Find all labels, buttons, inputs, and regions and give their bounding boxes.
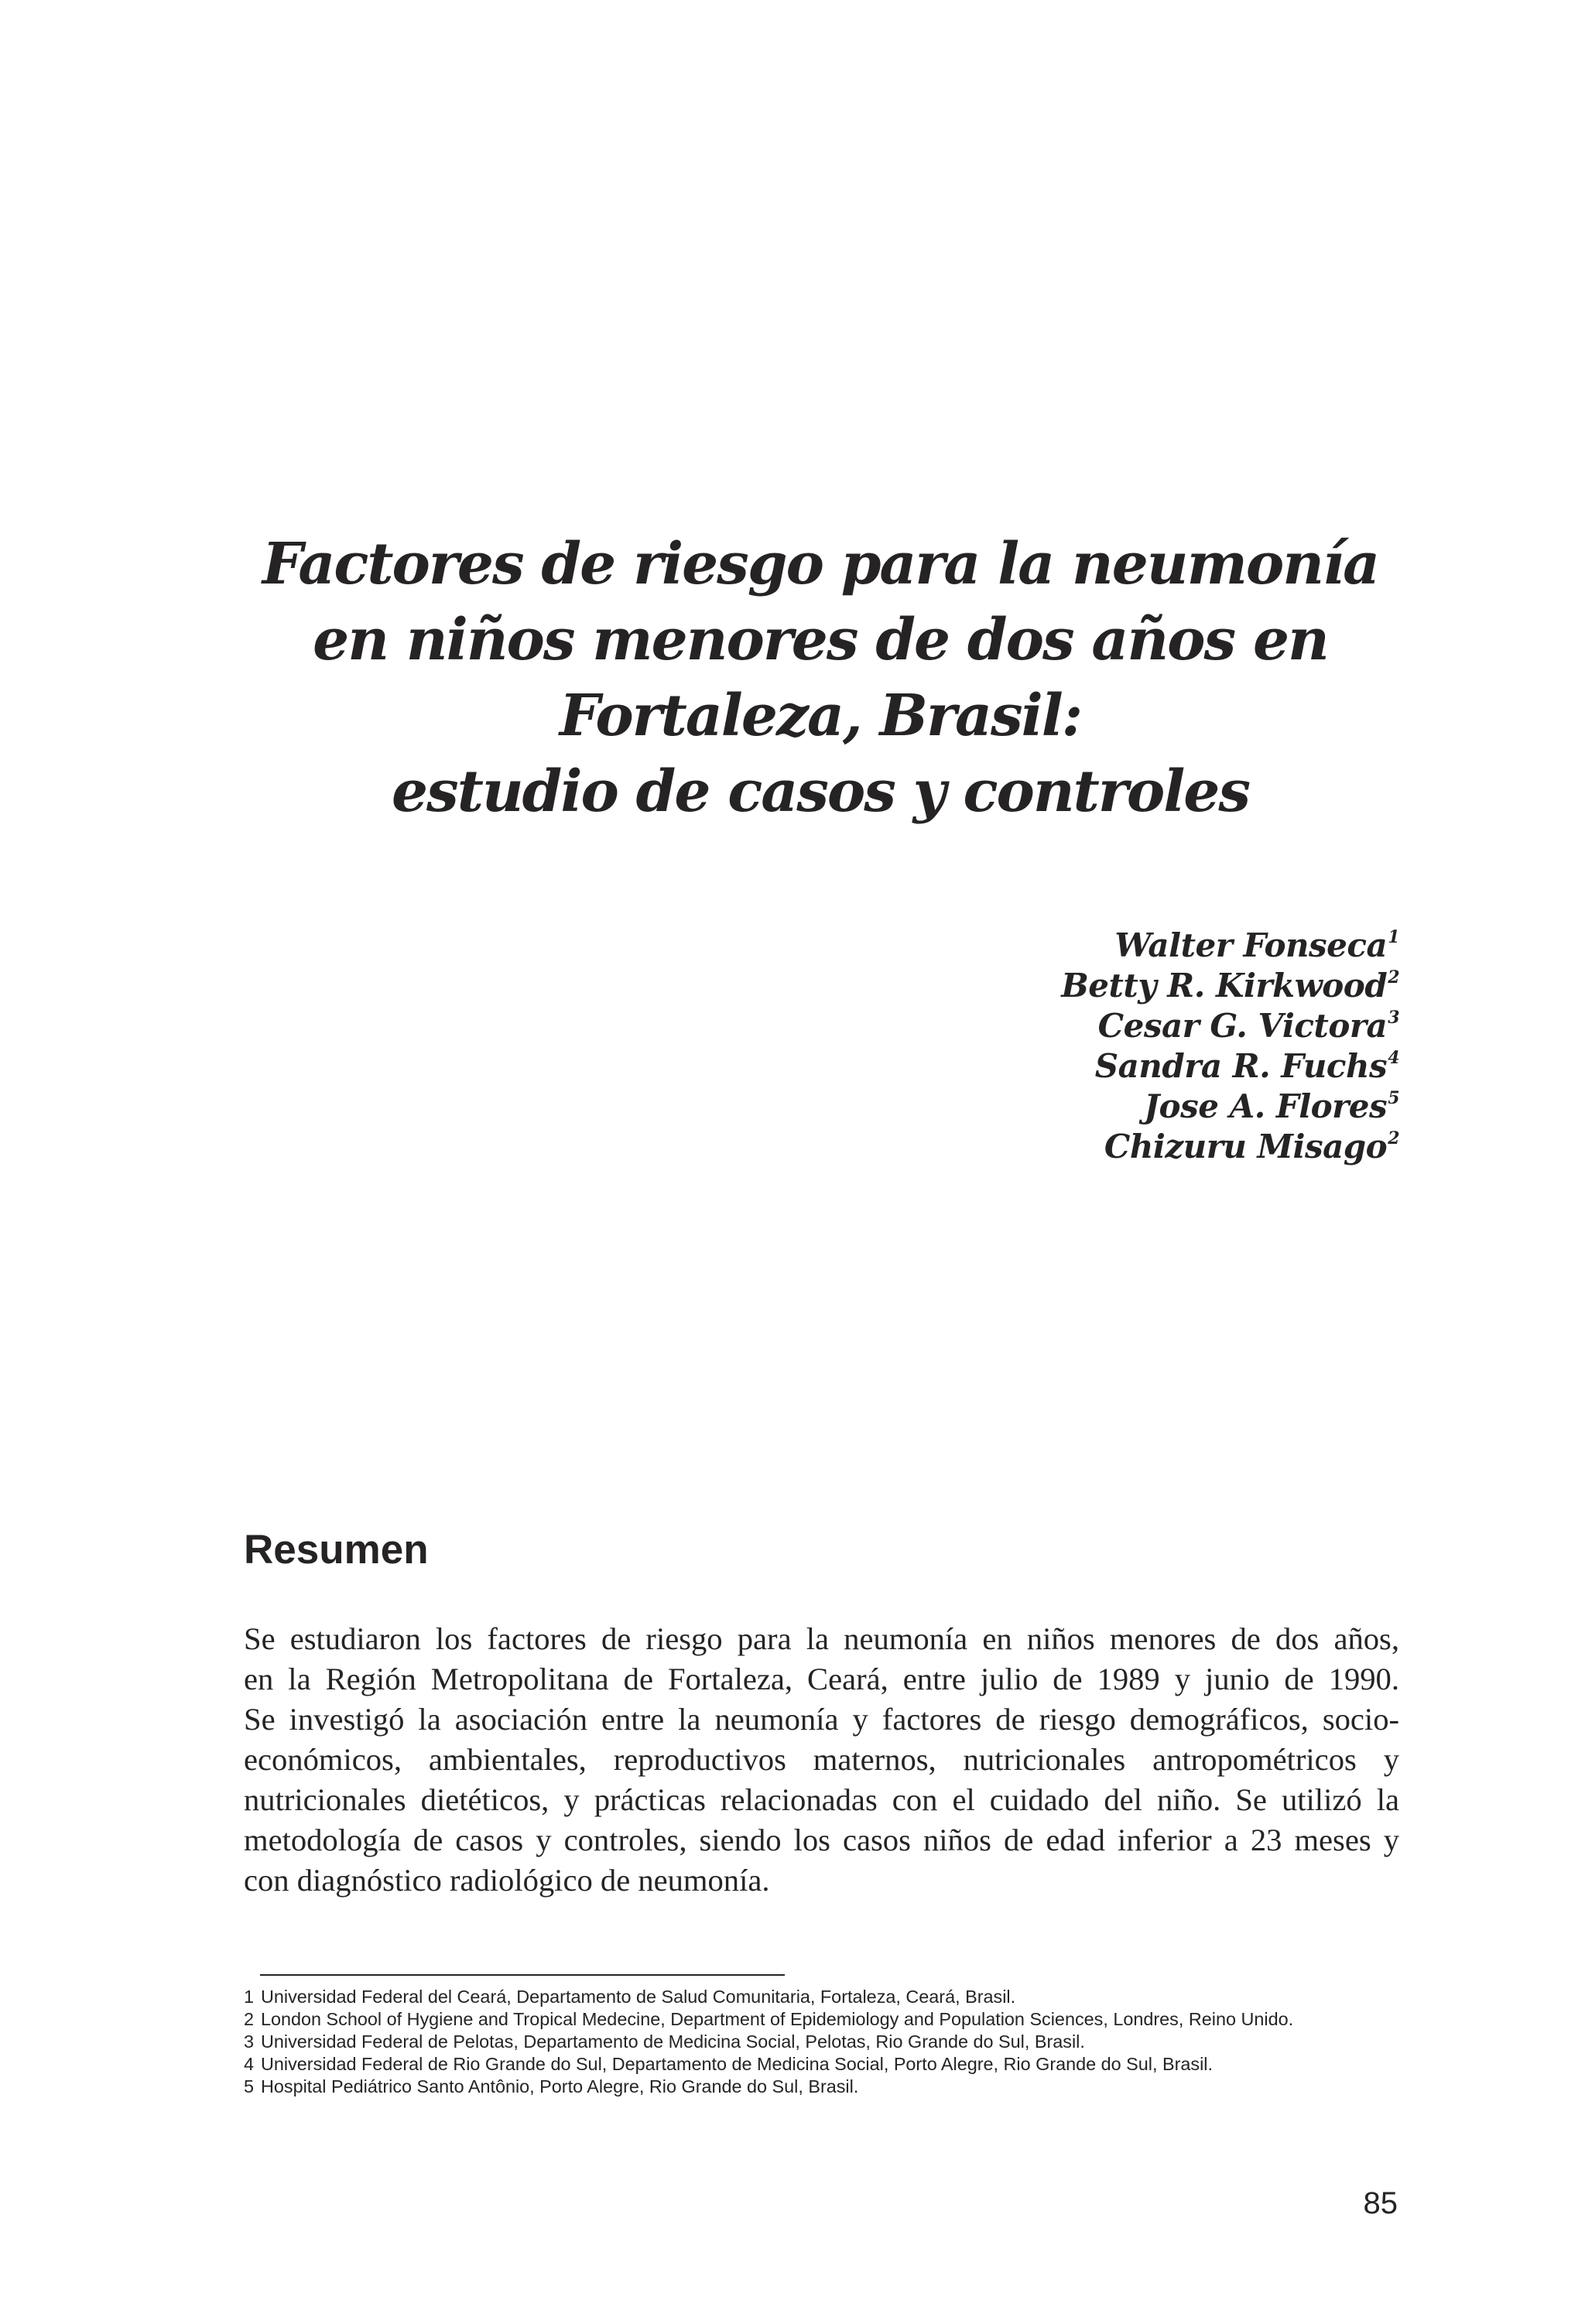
paper-title [232,526,1409,830]
author-name: Chizuru Misago [1104,1128,1388,1165]
footnote-divider [260,1974,785,1976]
title-line: estudio de casos y controles [391,758,1250,825]
author-name: Sandra R. Fuchs [1094,1047,1388,1085]
abstract-line: Se investigó la asociación entre la neumonía y factores de riesgo demográficos, socio- [244,1702,1399,1737]
page-number: 85 [1363,2186,1398,2220]
author-list [703,926,1399,1167]
footnote-text: Hospital Pediátrico Santo Antônio, Porto Alegre, Rio Grande do Sul, Brasil. [261,2076,859,2096]
author-name: Walter Fonseca [1114,926,1388,964]
author-affiliation-marker: 2 [1388,967,1399,987]
footnote [244,2031,1399,2053]
footnote-number: 1 [244,1987,255,2007]
author-entry [703,1087,1399,1127]
footnote [244,2076,1399,2098]
abstract-line: Se estudiaron los factores de riesgo para la neumonía en niños menores de dos años, [244,1621,1399,1656]
author-entry [703,926,1399,966]
footnote [244,2008,1399,2031]
abstract-body [244,1619,1399,1901]
author-name: Jose A. Flores [1144,1087,1388,1125]
title-line: en niños menores de dos años en [313,607,1328,673]
footnote-text: London School of Hygiene and Tropical Medecine, Department of Epidemiology and Population Sciences, Londres, Reino Unido. [261,2009,1294,2029]
footnote-text: Universidad Federal de Pelotas, Departamento de Medicina Social, Pelotas, Rio Grande do Sul, Brasil. [261,2031,1085,2052]
author-entry [703,1006,1399,1046]
abstract-line: en la Región Metropolitana de Fortaleza, Ceará, entre julio de 1989 y junio de 1990. [244,1662,1399,1696]
footnote-number: 3 [244,2031,255,2052]
author-name: Betty R. Kirkwood [1061,967,1388,1005]
author-affiliation-marker: 4 [1388,1048,1399,1068]
author-affiliation-marker: 1 [1388,927,1399,947]
author-entry [703,966,1399,1006]
footnote-number: 5 [244,2076,255,2096]
author-affiliation-marker: 3 [1388,1008,1399,1028]
abstract-line: económicos, ambientales, reproductivos maternos, nutricionales antropométricos y [244,1742,1399,1777]
footnote-number: 4 [244,2054,255,2074]
title-line: Factores de riesgo para la neumonía [262,531,1379,597]
abstract-line: con diagnóstico radiológico de neumonía. [244,1863,770,1898]
footnote-number: 2 [244,2009,255,2029]
author-affiliation-marker: 5 [1388,1088,1399,1108]
abstract-heading: Resumen [244,1527,429,1573]
footnote [244,2053,1399,2076]
author-affiliation-marker: 2 [1388,1128,1399,1148]
author-entry [703,1127,1399,1167]
abstract-line: nutricionales dietéticos, y prácticas relacionadas con el cuidado del niño. Se utilizó la [244,1782,1399,1817]
title-line: Fortaleza, Brasil: [559,683,1082,749]
footnotes [244,1986,1399,2098]
abstract-line: metodología de casos y controles, siendo los casos niños de edad inferior a 23 meses y [244,1823,1399,1857]
footnote-text: Universidad Federal del Ceará, Departamento de Salud Comunitaria, Fortaleza, Ceará, Brasil. [261,1987,1016,2007]
footnote-text: Universidad Federal de Rio Grande do Sul, Departamento de Medicina Social, Porto Alegre, Rio Grande do Sul, Brasil. [261,2054,1213,2074]
footnote [244,1986,1399,2008]
author-name: Cesar G. Victora [1097,1007,1388,1045]
author-entry [703,1046,1399,1087]
